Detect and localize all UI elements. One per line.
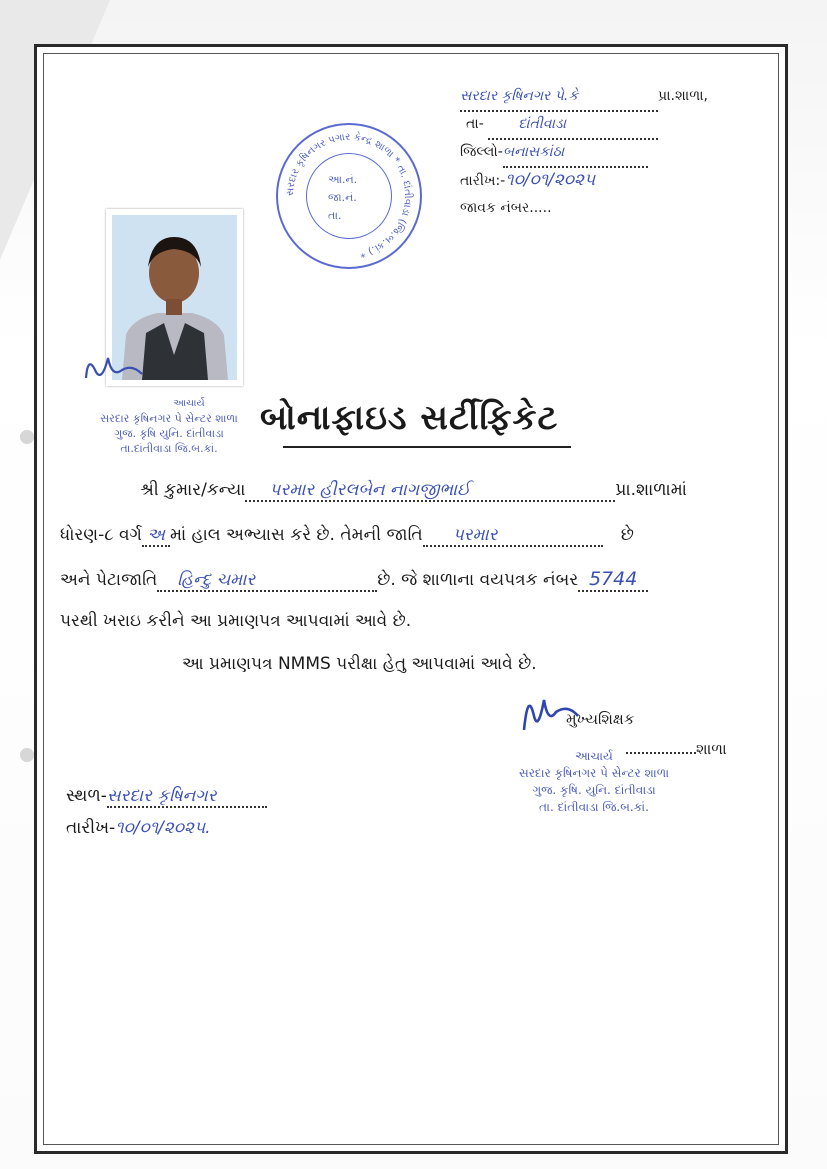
student-label: શ્રી કુમાર/કન્યા <box>140 480 246 500</box>
date-row <box>460 166 708 194</box>
body-line-4: પરથી ખરાઇ કરીને આ પ્રમાણપત્ર આપવામાં આવે છે. <box>60 611 412 631</box>
district-row <box>460 138 708 166</box>
district-handwritten: બનાસકાંઠા <box>503 138 648 168</box>
footer-date-handwritten: ૧૦/૦૧/૨૦૨૫. <box>115 818 211 838</box>
taluka-row <box>460 110 708 138</box>
title-underline <box>283 446 571 448</box>
taluka-handwritten: દાંતીવાડા <box>488 110 658 140</box>
school-name-row <box>460 82 708 110</box>
place-line <box>66 786 267 808</box>
register-number-handwritten: 5744 <box>578 568 648 592</box>
student-name-handwritten: પરમાર હીરલબેન નાગજીભાઈ <box>245 480 615 502</box>
school-suffix-text: પ્રા.શાળામાં <box>615 480 687 500</box>
caste-handwritten: પરમાર <box>423 525 603 547</box>
nmms-purpose-line: આ પ્રમાણપત્ર NMMS પરીક્ષા હેતુ આપવામાં આવે છે. <box>182 654 537 674</box>
photo-stamp-line-2: ગુજ. કૃષિ યુનિ. દાંતીવાડા <box>114 427 224 440</box>
photo-stamp-line-3: તા.દાંતીવાડા જિ.બ.કાં. <box>120 442 218 455</box>
photo-stamp-line-1: સરદાર કૃષિનગર પે સેન્ટર શાળા <box>100 412 238 425</box>
school-round-stamp <box>276 123 422 269</box>
outward-number-label: જાવક નંબર..... <box>460 200 552 216</box>
sign-school-suffix: શાળા <box>696 740 727 758</box>
place-label: સ્થળ- <box>66 786 107 806</box>
caste-suffix: છે <box>620 525 634 545</box>
headmaster-stamp <box>494 748 694 816</box>
outward-row <box>460 194 708 222</box>
taluka-label: તા- <box>466 116 484 132</box>
school-name-handwritten: સરદાર કૃષિનગર પે.કે <box>460 82 658 112</box>
body-line-1 <box>140 480 687 502</box>
stamp-line-2: જા.નં. <box>328 191 357 204</box>
photo-stamp-designation: આચાર્ય <box>173 398 205 409</box>
certificate-title: બોનાફાઇડ સર્ટીફિકેટ <box>260 398 559 438</box>
date-handwritten: ૧૦/૦૧/૨૦૨૫ <box>505 170 596 190</box>
sign-school-dots <box>626 752 696 754</box>
photo-school-stamp <box>84 396 254 456</box>
punch-hole <box>20 748 34 762</box>
study-text: માં હાલ અભ્યાસ કરે છે. તેમની જાતિ <box>169 525 423 545</box>
header-block <box>460 82 708 222</box>
punch-hole <box>20 430 34 444</box>
date-label: તારીખ:- <box>460 173 506 189</box>
register-text: છે. જે શાળાના વયપત્રક નંબર <box>377 570 579 590</box>
headmaster-title: મુખ્યશિક્ષક <box>566 710 635 728</box>
standard-label: ધોરણ-૮ વર્ગ <box>60 525 142 545</box>
body-line-3 <box>60 568 648 592</box>
sign-stamp-line-1: સરદાર કૃષિનગર પે સેન્ટર શાળા <box>518 766 670 780</box>
district-label: જિલ્લો- <box>460 144 503 160</box>
photo-signature-scribble <box>82 348 162 392</box>
sign-stamp-designation: આચાર્ય <box>575 749 613 763</box>
place-handwritten: સરદાર કૃષિનગર <box>107 786 267 808</box>
sign-school-line <box>626 740 727 758</box>
footer-date-label: તારીખ- <box>66 818 116 838</box>
body-line-2 <box>60 525 634 547</box>
stamp-line-3: તા. <box>328 209 342 222</box>
class-handwritten: અ <box>142 525 170 547</box>
subcaste-handwritten: હિન્દુ ચમાર <box>157 570 377 592</box>
footer-date-line <box>66 818 211 838</box>
subcaste-label: અને પેટાજાતિ <box>60 570 158 590</box>
stamp-line-1: આ.નં. <box>328 173 358 186</box>
sign-stamp-line-2: ગુજ. કૃષિ. યુનિ. દાંતીવાડા <box>532 783 656 797</box>
school-suffix: પ્રા.શાળા, <box>658 88 708 104</box>
sign-stamp-line-3: તા. દાંતીવાડા જિ.બ.કાં. <box>539 800 649 814</box>
stamp-ring-label: સરદાર કૃષિનગર પગાર કેન્દ્ર શાળા * તા. દાંતીવાડા (જિ.બ.કાં.) * <box>284 131 414 259</box>
